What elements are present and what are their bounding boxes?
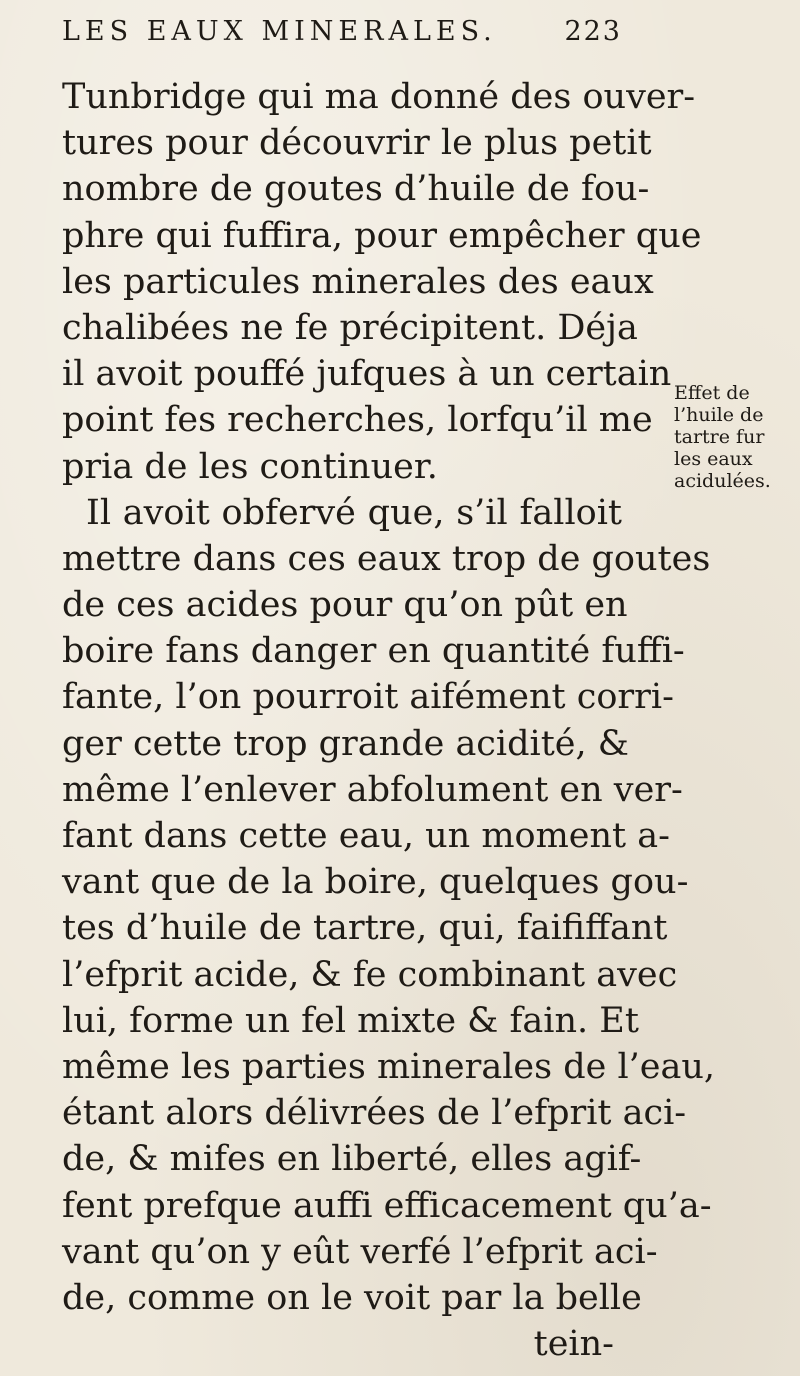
text-line: fante, l’on pourroit aifément corri- <box>62 677 674 718</box>
text-line: tes d’huile de tartre, qui, faififfant <box>62 908 668 949</box>
text-line: vant que de la boire, quelques gou- <box>62 862 689 903</box>
text-line: vant qu’on y eût verfé l’efprit aci- <box>62 1231 658 1272</box>
text-line: étant alors délivrées de l’efprit aci- <box>62 1093 687 1134</box>
text-line: de ces acides pour qu’on pût en <box>62 585 628 626</box>
text-line: chalibées ne fe précipitent. Déja <box>62 307 638 348</box>
running-head <box>62 16 622 47</box>
text-line: ger cette trop grande acidité, & <box>62 723 629 764</box>
text-line: phre qui fuffira, pour empêcher que <box>62 215 702 256</box>
running-title: LES EAUX MINERALES. <box>62 16 497 47</box>
margin-note-line: tartre fur <box>674 426 765 448</box>
catchword: tein- <box>533 1324 614 1365</box>
text-line: l’efprit acide, & fe combinant avec <box>62 954 678 995</box>
page-number: 223 <box>564 16 622 47</box>
margin-note-line: Effet de <box>674 382 750 404</box>
text-line: tures pour découvrir le plus petit <box>62 123 652 164</box>
margin-note <box>674 382 800 492</box>
text-line: même l’enlever abfolument en ver- <box>62 769 683 810</box>
text-line: de, comme on le voit par la belle <box>62 1277 642 1318</box>
text-line: de, & mifes en liberté, elles agif- <box>62 1139 642 1180</box>
margin-note-line: l’huile de <box>674 404 764 426</box>
text-line: nombre de goutes d’huile de fou- <box>62 169 650 210</box>
text-line: il avoit pouffé jufques à un certain <box>62 354 672 395</box>
text-line: pria de les continuer. <box>62 446 438 487</box>
text-line: Tunbridge qui ma donné des ouver- <box>62 77 696 117</box>
text-line: même les parties minerales de l’eau, <box>62 1046 716 1087</box>
margin-note-line: acidulées. <box>674 470 771 492</box>
text-line: lui, forme un fel mixte & fain. Et <box>62 1000 639 1041</box>
text-line: mettre dans ces eaux trop de goutes <box>62 538 711 579</box>
text-line: fant dans cette eau, un moment a- <box>62 816 670 856</box>
margin-note-line: les eaux <box>674 448 753 470</box>
text-line: les particules minerales des eaux <box>62 261 654 302</box>
paragraph-start-line: Il avoit obfervé que, s’il falloit <box>86 492 622 533</box>
text-line: point fes recherches, lorfqu’il me <box>62 400 653 441</box>
text-line: boire fans danger en quantité fuffi- <box>62 631 685 672</box>
text-line: fent prefque auffi efficacement qu’a- <box>62 1185 712 1226</box>
